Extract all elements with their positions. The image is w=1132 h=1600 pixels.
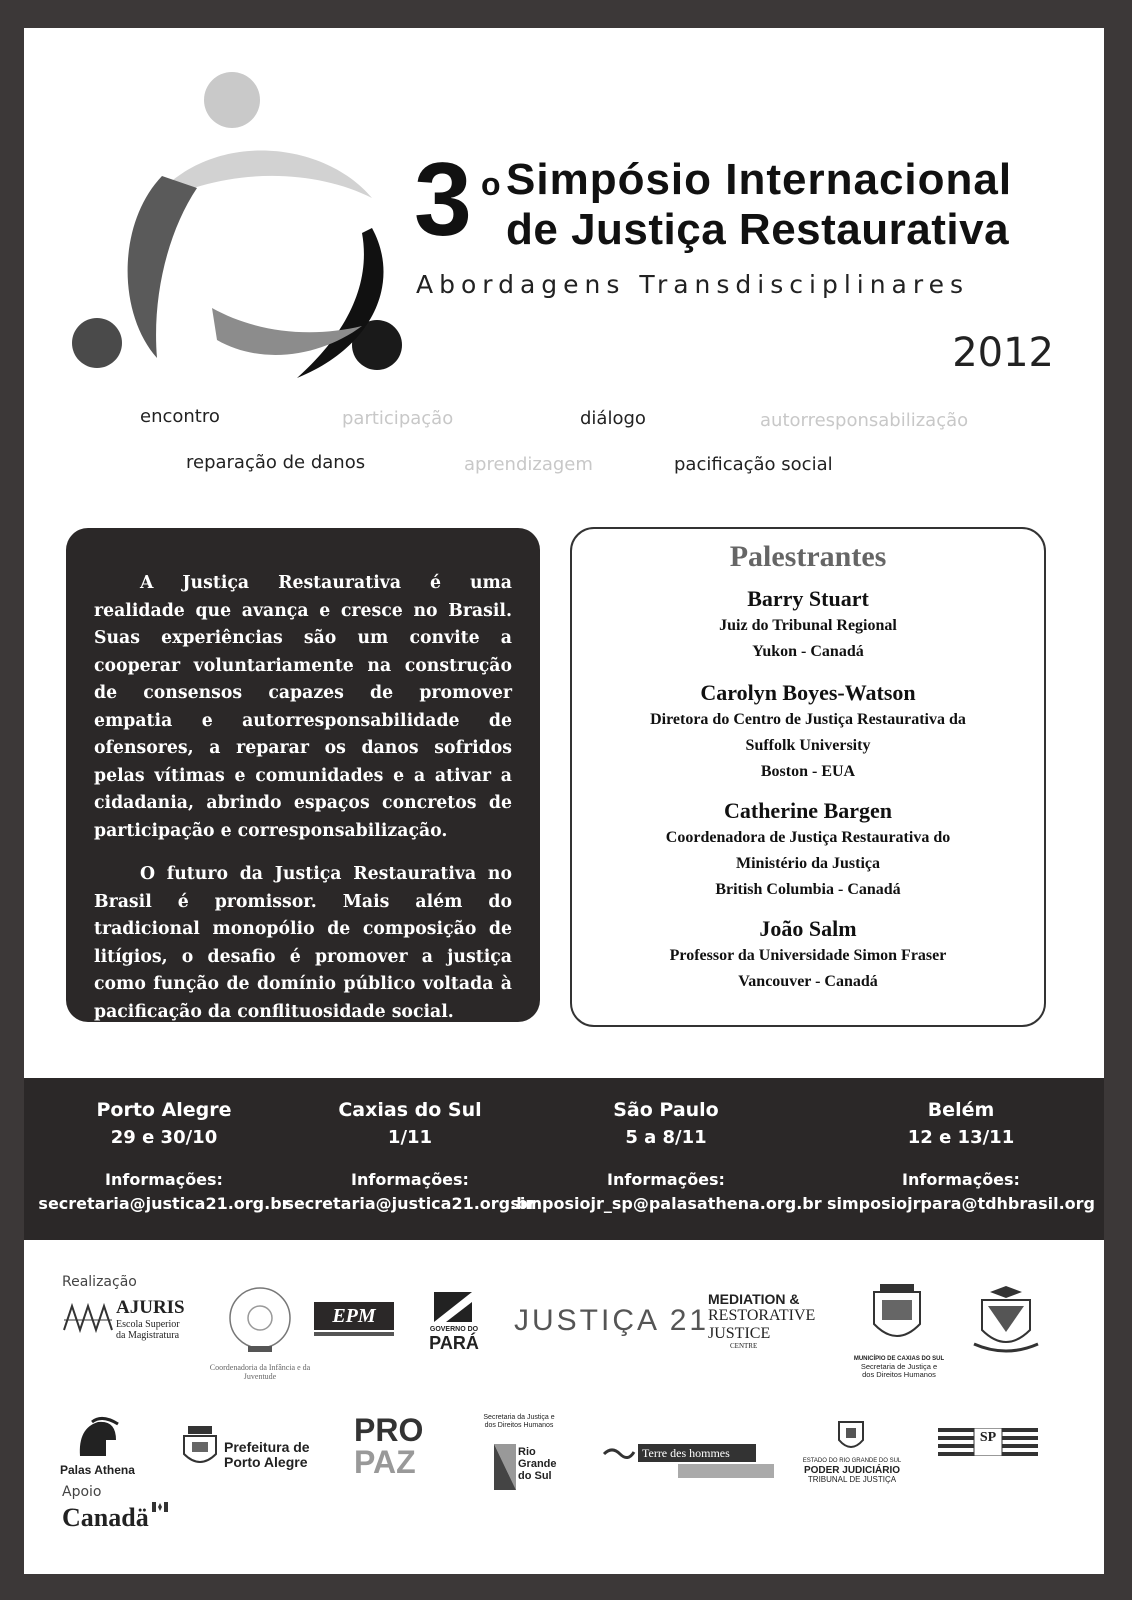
mediation-line: CENTRE (730, 1341, 758, 1350)
rs-flag-icon (494, 1444, 516, 1490)
poster (24, 28, 1104, 1574)
cities-band (24, 1078, 1104, 1240)
epm-underline (314, 1332, 394, 1336)
caxias-coat-of-arms-icon (864, 1282, 930, 1352)
keyword: diálogo (580, 408, 646, 429)
coordenadoria-name: Coordenadoria da Infância e da Juventude (209, 1363, 311, 1381)
caxias-line: dos Direitos Humanos (862, 1369, 936, 1379)
canada-wordmark: Canadä (62, 1503, 149, 1532)
city-email[interactable]: secretaria@justica21.org.br (38, 1194, 290, 1213)
mediation-line: JUSTICE (708, 1324, 771, 1342)
speaker-name: Barry Stuart (747, 586, 869, 611)
speaker-location: Boston - EUA (760, 763, 856, 780)
keyword: participação (342, 408, 454, 429)
tribunal-coat-of-arms-icon (836, 1418, 866, 1456)
speaker-name: Carolyn Boyes-Watson (700, 680, 916, 705)
tribunal-logo (790, 1458, 914, 1484)
propaz-line: PAZ (354, 1444, 416, 1480)
speaker-role: Diretora do Centro de Justiça Restaurativa da (650, 711, 966, 728)
sp-logo: SP (979, 1430, 997, 1445)
title-block (414, 142, 1054, 408)
intro-paragraph-2: O futuro da Justiça Restaurativa no Brasil é promissor. Mais além do tradicional monopólio de composição de litígios, o desafio é promover a justiça como função de domínio público voltada à pacificação da conflituosidade social. (94, 864, 512, 1022)
rs-secretaria-logo (476, 1414, 562, 1429)
city-name: São Paulo (613, 1099, 719, 1121)
speaker-affiliation: Suffolk University (745, 737, 871, 754)
keyword: encontro (140, 406, 220, 427)
title-line-2: de Justiça Restaurativa (506, 205, 1010, 254)
tribunal-line: PODER JUDICIÁRIO (803, 1464, 901, 1476)
rs-line: Grande (518, 1458, 557, 1470)
city-info-label: Informações: (351, 1170, 469, 1189)
city-info-label: Informações: (105, 1170, 223, 1189)
city-email[interactable]: simposiojrpara@tdhbrasil.org (827, 1194, 1095, 1213)
governo-para-logo (422, 1326, 486, 1353)
city-name: Porto Alegre (96, 1099, 232, 1121)
speaker-affiliation: Ministério da Justiça (736, 855, 880, 872)
palas-athena-logo: Palas Athena (60, 1463, 135, 1477)
prefeitura-logo (224, 1440, 310, 1471)
ajuris-emblem-icon (62, 1300, 114, 1336)
prefeitura-line: Prefeitura de (224, 1439, 310, 1455)
keyword: reparação de danos (186, 452, 366, 473)
caxias-line: Secretaria de Justiça e (860, 1361, 938, 1371)
speakers-title: Palestrantes (729, 540, 887, 573)
governo-para-line: PARÁ (429, 1332, 479, 1353)
speaker-location: Vancouver - Canadá (738, 973, 878, 990)
apoio-label: Apoio (62, 1484, 102, 1500)
edition-number: 3 (414, 142, 472, 258)
propaz-logo (354, 1414, 423, 1478)
city-name: Belém (927, 1099, 995, 1121)
edition-ordinal: o (481, 166, 501, 202)
para-coat-of-arms-icon (970, 1284, 1042, 1360)
ajuris-sub: da Magistratura (116, 1329, 180, 1341)
speaker-name: Catherine Bargen (723, 798, 893, 823)
mediation-line: MEDIATION & (708, 1291, 800, 1307)
speaker-location: Yukon - Canadá (752, 643, 864, 660)
speaker-role: Juiz do Tribunal Regional (719, 617, 897, 634)
speaker-role: Professor da Universidade Simon Fraser (669, 947, 947, 964)
keyword: autorresponsabilização (760, 410, 969, 431)
prefeitura-line: Porto Alegre (224, 1454, 308, 1471)
city-belem (818, 1096, 1104, 1216)
logo-figure-head-left (72, 318, 122, 368)
logo-figure-head-top (204, 72, 260, 128)
city-date: 1/11 (387, 1127, 433, 1148)
speaker-name: João Salm (759, 916, 857, 941)
propaz-line: PRO (354, 1412, 424, 1448)
coordenadoria-seal-icon (220, 1278, 300, 1358)
speaker-role: Coordenadora de Justiça Restaurativa do (665, 829, 951, 846)
speaker-location: British Columbia - Canadá (715, 881, 901, 898)
terre-des-hommes-bar (678, 1464, 774, 1478)
title-line-1: Simpósio Internacional (506, 155, 1013, 204)
ajuris-name: AJURIS (116, 1297, 185, 1318)
city-porto-alegre (24, 1096, 304, 1216)
mediation-line: RESTORATIVE (708, 1307, 816, 1325)
porto-alegre-coat-of-arms-icon (180, 1424, 220, 1470)
keyword: pacificação social (674, 454, 833, 475)
city-date: 12 e 13/11 (907, 1127, 1015, 1148)
rs-secretaria-line: dos Direitos Humanos (484, 1421, 554, 1429)
palas-athena-helmet-icon (72, 1416, 122, 1462)
city-date: 29 e 30/10 (110, 1127, 218, 1148)
intro-box (66, 528, 540, 1022)
symposium-logo (72, 58, 412, 388)
caxias-logo (844, 1356, 954, 1379)
city-date: 5 a 8/11 (625, 1127, 707, 1148)
city-email[interactable]: secretaria@justica21.org.br (284, 1194, 536, 1213)
keyword: aprendizagem (464, 454, 593, 475)
subtitle: Abordagens Transdisciplinares (416, 270, 970, 299)
logo-arc-left (128, 176, 197, 358)
caxias-line: MUNICÍPIO DE CAXIAS DO SUL (853, 1356, 945, 1362)
rs-line: Rio (518, 1446, 536, 1458)
justica21-logo: JUSTIÇA 21 (514, 1304, 710, 1337)
terre-des-hommes-logo: Terre des hommes (638, 1444, 756, 1462)
terre-des-hommes-emblem-icon (602, 1446, 636, 1462)
rs-logo (518, 1446, 557, 1482)
city-info-label: Informações: (902, 1170, 1020, 1189)
city-sao-paulo (506, 1096, 826, 1216)
city-info-label: Informações: (607, 1170, 725, 1189)
tribunal-line: ESTADO DO RIO GRANDE DO SUL (802, 1458, 902, 1464)
ajuris-sub: Escola Superior (116, 1318, 180, 1330)
tribunal-line: TRIBUNAL DE JUSTIÇA (807, 1474, 897, 1484)
mediation-logo (708, 1292, 815, 1350)
city-name: Caxias do Sul (338, 1099, 482, 1121)
governo-para-line: GOVERNO DO (429, 1326, 479, 1333)
speakers-box (570, 527, 1046, 1027)
ajuris-logo (116, 1298, 185, 1341)
year: 2012 (952, 330, 1054, 376)
canada-flag-icon (152, 1502, 168, 1512)
rs-line: do Sul (518, 1470, 552, 1482)
epm-logo: EPM (314, 1302, 394, 1330)
realizacao-label: Realização (62, 1274, 137, 1290)
city-email[interactable]: simposiojr_sp@palasathena.org.br (510, 1194, 822, 1213)
intro-paragraph-1: A Justiça Restaurativa é uma realidade que avança e cresce no Brasil. Suas experiências são um convite a cooperar voluntariamente na construção de consensos capazes de promover empatia e autorresponsabilidade de ofensores, a reparar os danos sofridos pelas vítimas e comunidades e a ativar a cidadania, abrindo espaços concretos de participação e corresponsabilização. (94, 573, 512, 841)
rs-secretaria-line: Secretaria da Justiça e (483, 1414, 555, 1421)
para-flag-icon (434, 1292, 472, 1322)
